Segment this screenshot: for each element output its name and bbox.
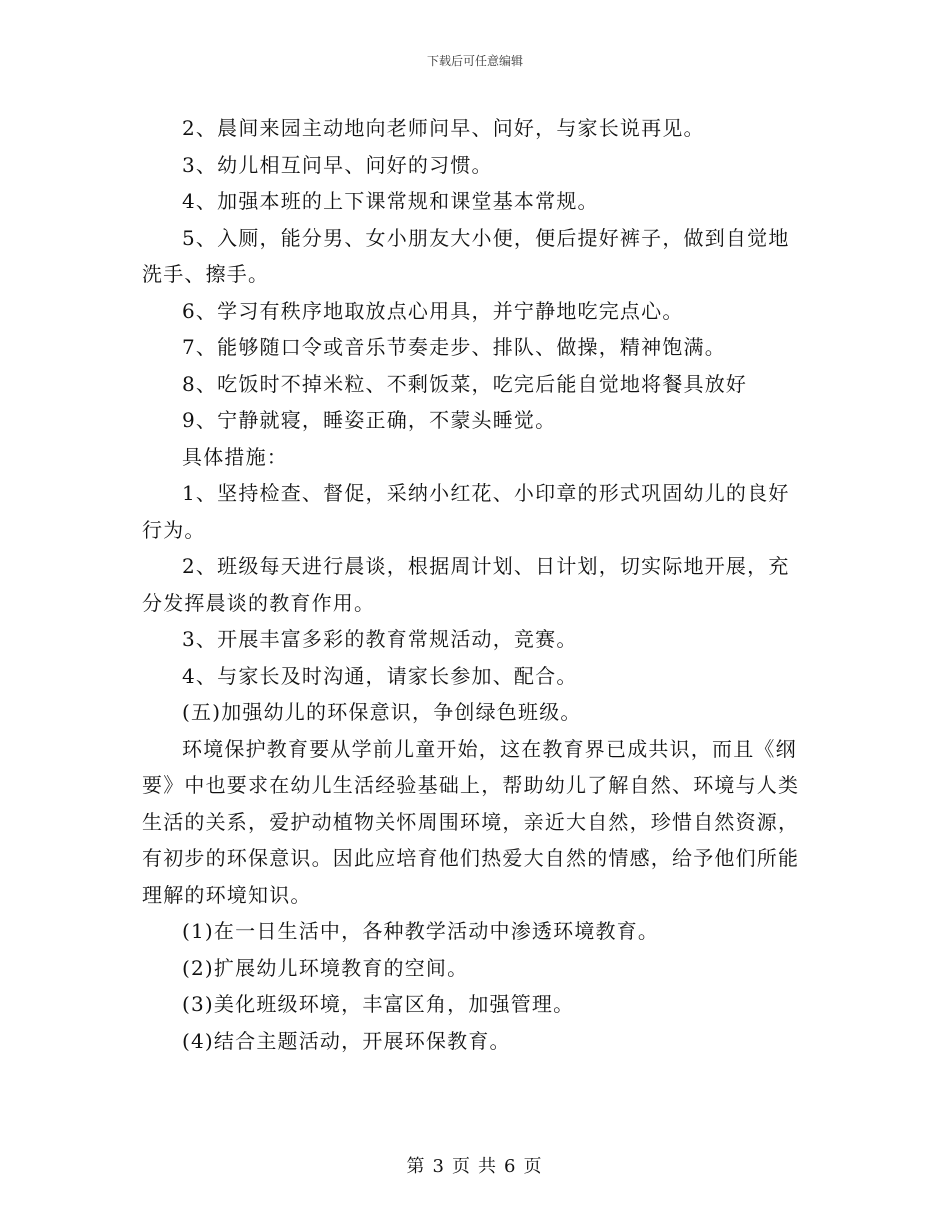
paragraph: 9、宁静就寝，睡姿正确，不蒙头睡觉。	[182, 408, 557, 432]
total-prefix: 共	[478, 1156, 498, 1177]
paragraph: 7、能够随口令或音乐节奏走步、排队、做操，精神饱满。	[182, 335, 726, 359]
page-header: 下载后可任意编辑	[426, 54, 523, 68]
page-number: 3	[432, 1156, 446, 1177]
paragraph: 5、入厕，能分男、女小朋友大小便，便后提好裤子，做到自觉地洗手、擦手。	[142, 225, 790, 286]
paragraph: 3、开展丰富多彩的教育常规活动，竞赛。	[182, 627, 578, 651]
paragraph: 2、晨间来园主动地向老师问早、问好，与家长说再见。	[182, 116, 705, 140]
paragraph: 8、吃饭时不掉米粒、不剩饭菜，吃完后能自觉地将餐具放好	[182, 371, 748, 396]
section-heading: (五)加强幼儿的环保意识，争创绿色班级。	[182, 700, 582, 724]
document-body	[142, 110, 810, 1059]
list-item: (3)美化班级环境，丰富区角，加强管理。	[182, 992, 575, 1016]
total-suffix: 页	[523, 1156, 544, 1177]
paragraph: 6、学习有秩序地取放点心用具，并宁静地吃完点心。	[182, 298, 684, 323]
paragraph: 环境保护教育要从学前儿童开始，这在教育界已成共识，而且《纲要》中也要求在幼儿生活经验基础上，帮助幼儿了解自然、环境与人类生活的关系，爱护动植物关怀周围环境，亲近大自然，珍惜自然资源，有初步的环保意识。因此应培育他们热爱大自然的情感，给予他们所能理解的环境知识。	[142, 736, 800, 907]
page-label-mid: 页	[452, 1156, 472, 1177]
paragraph: 4、加强本班的上下课常规和课堂基本常规。	[182, 189, 599, 213]
paragraph: 2、班级每天进行晨谈，根据周计划、日计划，切实际地开展，充分发挥晨谈的教育作用。	[142, 554, 790, 615]
list-item: (1)在一日生活中，各种教学活动中渗透环境教育。	[182, 919, 660, 943]
list-item: (4)结合主题活动，开展环保教育。	[182, 1028, 511, 1053]
paragraph: 1、坚持检查、督促，采纳小红花、小印章的形式巩固幼儿的良好行为。	[142, 481, 790, 542]
section-heading: 具体措施：	[182, 444, 288, 469]
paragraph: 4、与家长及时沟通，请家长参加、配合。	[182, 663, 578, 688]
list-item: (2)扩展幼儿环境教育的空间。	[182, 955, 469, 980]
page-footer	[0, 1152, 950, 1178]
total-pages: 6	[504, 1156, 518, 1177]
page-label-prefix: 第	[406, 1156, 427, 1177]
paragraph: 3、幼儿相互问早、问好的习惯。	[182, 152, 493, 177]
